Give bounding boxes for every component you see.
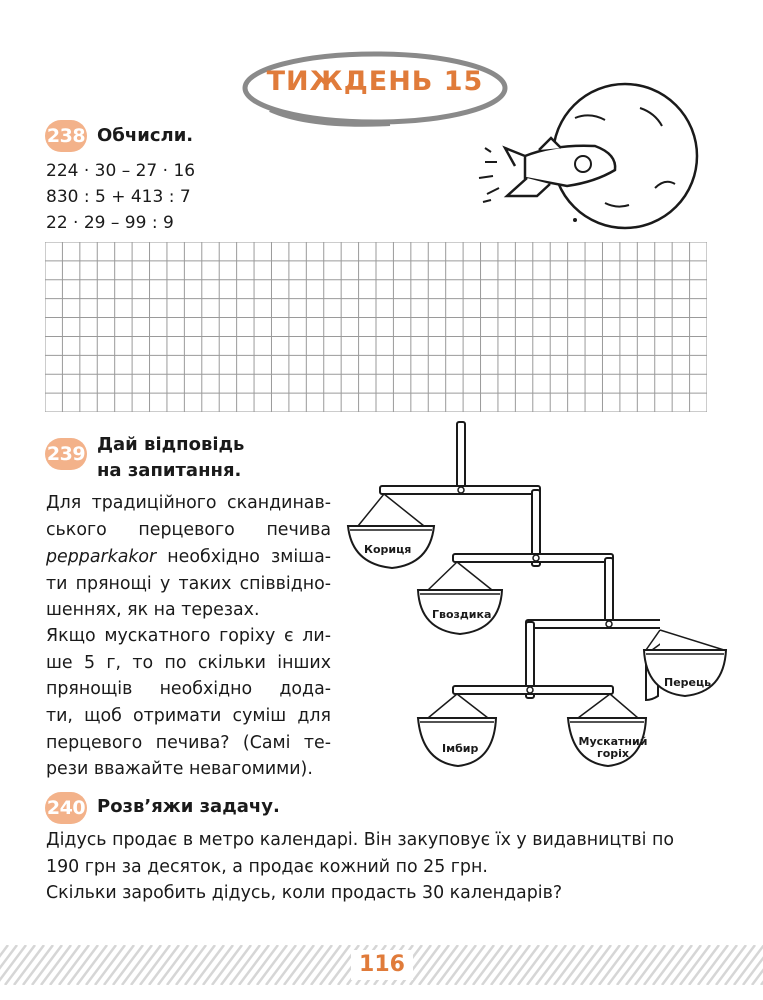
problem-text-line: рези вважайте невагомими). bbox=[46, 759, 313, 779]
italic-term: pepparkakor bbox=[46, 547, 157, 567]
page-number: 116 bbox=[351, 950, 413, 980]
problem-text-line: Для традиційного скандинав- bbox=[46, 493, 331, 513]
task-title: Обчисли. bbox=[97, 125, 194, 146]
pan-label-clove: Гвоздика bbox=[432, 608, 492, 621]
problem-text-line: перцевого печива? (Самі те- bbox=[46, 733, 331, 753]
task-number-badge: 240 bbox=[45, 792, 87, 824]
expression: 830 : 5 + 413 : 7 bbox=[46, 187, 191, 207]
problem-text-line: ше 5 г, то по скільки інших bbox=[46, 653, 331, 673]
problem-text-line: pepparkakor необхідно зміша- bbox=[46, 547, 331, 567]
problem-text-line: Скільки заробить дідусь, коли продасть 30 календарів? bbox=[46, 883, 563, 903]
problem-text-line: ти прянощі у таких співвідно- bbox=[46, 574, 331, 594]
problem-text-line: прянощів необхідно дода- bbox=[46, 679, 331, 699]
expression: 224 · 30 – 27 · 16 bbox=[46, 161, 196, 181]
problem-text-line: ти, щоб отримати суміш для bbox=[46, 706, 331, 726]
pepper-pan bbox=[640, 628, 730, 700]
problem-text-line: ського перцевого печива bbox=[46, 520, 331, 540]
task-title: на запитання. bbox=[97, 460, 242, 481]
answer-grid[interactable] bbox=[45, 242, 707, 412]
pan-label-cinnamon: Кориця bbox=[364, 543, 412, 556]
week-title: ТИЖДЕНЬ 15 bbox=[266, 66, 484, 97]
problem-text-line: шеннях, як на терезах. bbox=[46, 600, 260, 620]
rocket-planet-illustration bbox=[455, 78, 705, 238]
task-title: Дай відповідь bbox=[97, 434, 245, 455]
pan-label-ginger: Імбир bbox=[442, 742, 479, 755]
expression: 22 · 29 – 99 : 9 bbox=[46, 213, 174, 233]
task-number-badge: 239 bbox=[45, 438, 87, 470]
pan-label-pepper: Перець bbox=[664, 676, 712, 689]
problem-text-line: Якщо мускатного горіху є ли- bbox=[46, 626, 331, 646]
task-title: Розв’яжи задачу. bbox=[97, 796, 280, 817]
balance-scales-diagram bbox=[340, 418, 660, 778]
task-number-badge: 238 bbox=[45, 120, 87, 152]
problem-text bbox=[46, 827, 726, 907]
expression-list bbox=[46, 158, 195, 236]
problem-text-line: 190 грн за десяток, а продає кожний по 25 грн. bbox=[46, 856, 488, 877]
pan-label-nutmeg: Мускатний горіх bbox=[578, 735, 648, 760]
problem-text-line: Дідусь продає в метро календарі. Він закуповує їх у видавництві по bbox=[46, 830, 674, 850]
